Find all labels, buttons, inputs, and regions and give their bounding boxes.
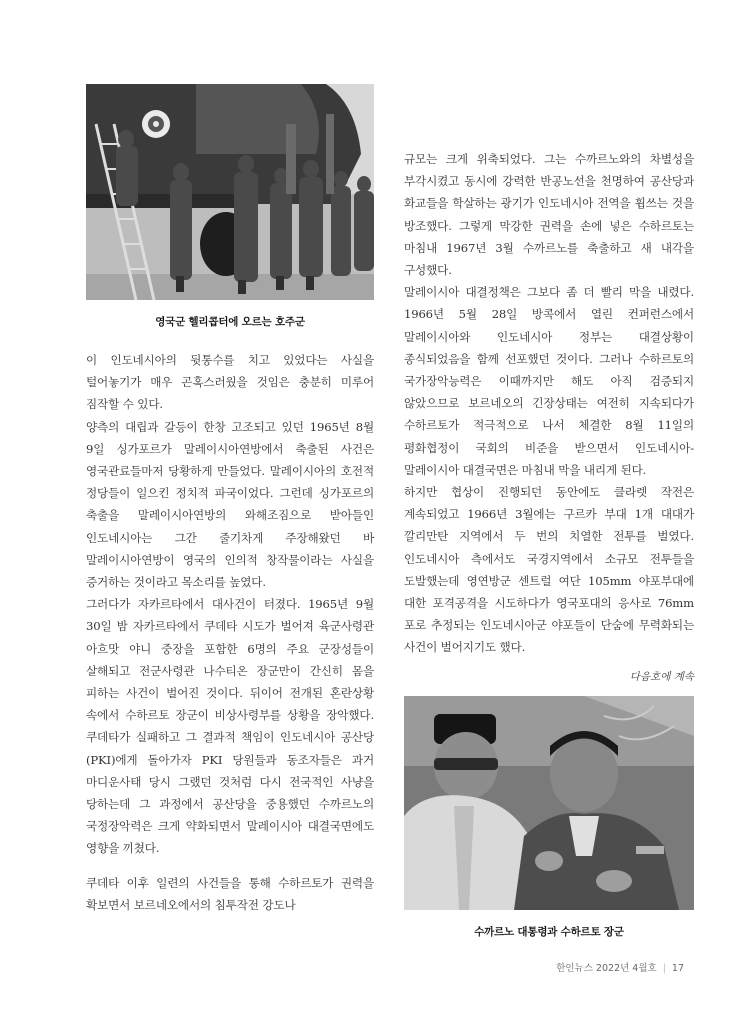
right-paragraph-1: 규모는 크게 위축되었다. 그는 수까르노와의 차별성을 부각시켰고 동시에 강력한 반공노선을 천명하여 공산당과 화교들을 학살하는 광기가 인도네시아 전역을 휩쓰는 것을 방조했다. 그렇게 막강한 권력을 손에 넣은 수하르토는 마침내 1967년 3월 수까르노를 축출하고 새 내각을 구성했다.: [404, 152, 694, 278]
page-footer: [556, 960, 684, 974]
left-paragraph-3: 그러다가 자카르타에서 대사건이 터졌다. 1965년 9월 30일 밤 자카르타에서 쿠데타 시도가 벌어져 육군사령관 아흐맛 야니 중장을 포함한 6명의 주요 군장성들이 살해되고 전군사령관 나수티온 장군만이 간신히 몸을 피하는 사건이 벌어진 것이다. 뒤이어 전개된 혼란상황 속에서 수하르토 장군이 비상사령부를 상황을 장악했다. 쿠데타가 실패하고 그 결과적 책임이 인도네시아 공산당(PKI)에게 돌아가자 PKI 당원들과 동조자들은 과거 마디운사태 당시 그랬던 것처럼 다시 전국적인 사냥을 당하는데 그 과정에서 공산당을 중용했던 수까르노의 국정장악력은 크게 약화되면서 말레이시아 대결국면에도 영향을 끼쳤다.: [86, 597, 374, 856]
right-paragraph-3: 하지만 협상이 진행되던 동안에도 클라렛 작전은 계속되었고 1966년 3월에는 구르카 부대 1개 대대가 깔리만탄 지역에서 두 번의 치열한 전투를 벌였다. 인도네시아 측에서도 국경지역에서 소규모 전투들을 도발했는데 영연방군 센트럴 여단 105mm 야포부대에 대한 포격공격을 시도하다가 영국포대의 응사로 76mm 포로 추정되는 인도네시아군 야포들이 단숨에 무력화되는 사건이 벌어지기도 했다.: [404, 485, 694, 655]
helicopter-photo-caption: 영국군 헬리콥터에 오르는 호주군: [155, 316, 305, 328]
leaders-photo: [404, 696, 694, 910]
footer-divider: |: [662, 963, 666, 974]
right-column: [404, 148, 694, 939]
footer-publication: 한인뉴스 2022년 4월호: [556, 963, 657, 974]
right-paragraph-2: 말레이시아 대결정책은 그보다 좀 더 빨리 막을 내렸다. 1966년 5월 28일 방콕에서 열린 컨퍼런스에서 말레이시아와 인도네시아 정부는 대결상황이 종식되었음을 함께 선포했던 것이다. 그러나 수하르토의 국가장악능력은 이때까지만 해도 아직 검증되지 않았으므로 보르네오의 긴장상태는 여전히 지속되다가 수하르토가 적극적으로 나서 체결한 8월 11일의 평화협정이 국회의 비준을 받으면서 인도네시아-말레이시아 대결국면은 마침내 막을 내리게 된다.: [404, 285, 694, 477]
leaders-photo-image: [404, 696, 694, 910]
paragraph-gap: [86, 860, 374, 872]
left-column: [86, 84, 374, 916]
continued-note: 다음호에 계속: [629, 670, 694, 683]
left-paragraph-2: 양측의 대립과 갈등이 한창 고조되고 있던 1965년 8월 9일 싱가포르가 말레이시아연방에서 축출된 사건은 영국관료들마저 당황하게 만들었다. 말레이시아의 호전적 정당들이 일으킨 정치적 파국이었다. 그런데 싱가포르의 축출을 말레이시아연방의 와해조짐으로 받아들인 인도네시아는 그간 줄기차게 주장해왔던 바 말레이시아연방이 영국의 인의적 창작물이라는 사실을 증거하는 것이라고 목소리를 높였다.: [86, 419, 374, 590]
left-paragraph-1: 이 인도네시아의 뒷통수를 치고 있었다는 사실을 털어놓기가 매우 곤혹스러웠을 것임은 충분히 미루어 짐작할 수 있다.: [86, 353, 374, 412]
left-paragraph-4: 쿠데타 이후 일련의 사건들을 통해 수하르토가 권력을 확보면서 보르네오에서의 침투작전 강도나: [86, 875, 374, 912]
leaders-photo-caption: 수까르노 대통령과 수하르토 장군: [474, 925, 624, 938]
helicopter-photo: [86, 84, 374, 300]
page-number: 17: [671, 963, 684, 974]
helicopter-photo-image: [86, 84, 374, 300]
